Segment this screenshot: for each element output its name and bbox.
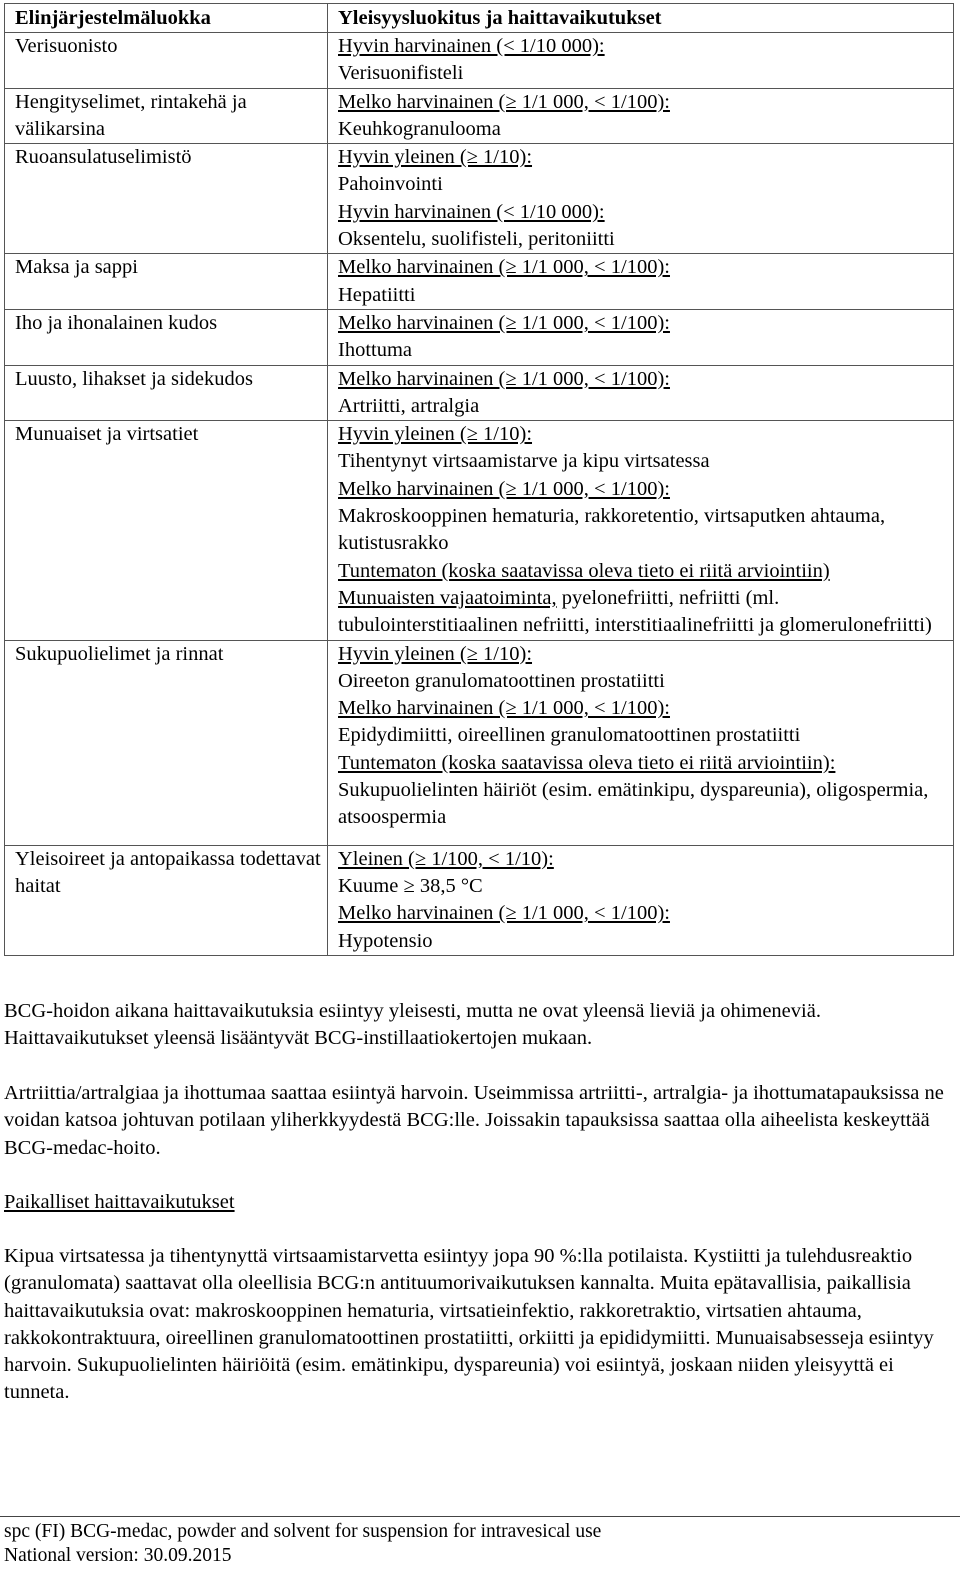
effect-text: Hepatiitti — [338, 283, 416, 306]
table-row — [5, 88, 954, 144]
effect-text: Oksentelu, suolifisteli, peritoniitti — [338, 228, 615, 251]
organ-class-cell: Munuaiset ja virtsatiet — [5, 421, 328, 640]
table-row — [5, 144, 954, 254]
effect-text: Sukupuolielinten häiriöt (esim. emätinkipu, dyspareunia), oligospermia, atsoospermia — [338, 779, 929, 829]
frequency-cell — [328, 421, 954, 640]
frequency-label: Melko harvinainen (≥ 1/1 000, < 1/100): — [338, 697, 670, 720]
frequency-cell — [328, 845, 954, 955]
frequency-cell — [328, 33, 954, 89]
footer-product-line: spc (FI) BCG-medac, powder and solvent for suspension for intravesical use — [4, 1521, 602, 1542]
frequency-label: Yleinen (≥ 1/100, < 1/10): — [338, 847, 554, 870]
frequency-label: Hyvin yleinen (≥ 1/10): — [338, 423, 533, 446]
table-row — [5, 309, 954, 365]
adverse-effects-table — [4, 3, 954, 956]
effect-text-underlined: Munuaisten vajaatoiminta, — [338, 586, 557, 609]
organ-class-cell: Maksa ja sappi — [5, 254, 328, 310]
footer-version-line: National version: 30.09.2015 — [4, 1545, 232, 1566]
effect-text: Hypotensio — [338, 929, 433, 952]
effect-text: Verisuonifisteli — [338, 62, 464, 85]
effect-text: Pahoinvointi — [338, 173, 443, 196]
frequency-label: Tuntematon (koska saatavissa oleva tieto ei riitä arviointiin): — [338, 751, 836, 774]
effect-text: Oireeton granulomatoottinen prostatiitti — [338, 669, 665, 692]
frequency-label: Hyvin harvinainen (< 1/10 000): — [338, 35, 605, 57]
paragraph-arthritis: Artriittia/artralgiaa ja ihottumaa saattaa esiintyä harvoin. Useimmissa artriitti-, artralgia- ja ihottumatapauksissa ne voidan katsoa johtuvan potilaan yliherkkyydestä BCG:lle. Joissakin tapauksissa saattaa olla aiheelista keskeyttää BCG-medac-hoito. — [4, 1082, 944, 1159]
table-row — [5, 421, 954, 640]
frequency-label: Melko harvinainen (≥ 1/1 000, < 1/100): — [338, 311, 670, 334]
header-frequency: Yleisyysluokitus ja haittavaikutukset — [328, 4, 954, 33]
effect-text: Ihottuma — [338, 339, 413, 362]
frequency-label: Melko harvinainen (≥ 1/1 000, < 1/100): — [338, 477, 670, 500]
table-body — [5, 4, 954, 956]
paragraph-general: BCG-hoidon aikana haittavaikutuksia esiintyy yleisesti, mutta ne ovat yleensä lieviä ja ohimeneviä. Haittavaikutukset yleensä lisääntyvät BCG-instillaatiokertojen mukaan. — [4, 1000, 821, 1050]
table-row — [5, 365, 954, 421]
table-row — [5, 845, 954, 955]
table-row — [5, 640, 954, 845]
table-header-row — [5, 4, 954, 33]
frequency-label: Tuntematon (koska saatavissa oleva tieto ei riitä arviointiin) — [338, 559, 830, 582]
frequency-cell — [328, 254, 954, 310]
effect-text-group — [338, 585, 947, 640]
table-row — [5, 254, 954, 310]
organ-class-cell: Verisuonisto — [5, 33, 328, 89]
effect-text: Artriitti, artralgia — [338, 394, 480, 417]
effect-text: Makroskooppinen hematuria, rakkoretentio, virtsaputken ahtauma, kutistusrakko — [338, 505, 886, 555]
frequency-cell — [328, 365, 954, 421]
frequency-cell — [328, 640, 954, 845]
frequency-label: Melko harvinainen (≥ 1/1 000, < 1/100): — [338, 90, 670, 113]
footer-divider — [0, 1516, 960, 1517]
organ-class-cell: Sukupuolielimet ja rinnat — [5, 640, 328, 845]
effect-text: Epidydimiitti, oireellinen granulomatoottinen prostatiitti — [338, 724, 801, 747]
frequency-cell — [328, 88, 954, 144]
frequency-label: Hyvin harvinainen (< 1/10 000): — [338, 200, 605, 223]
table-row — [5, 33, 954, 89]
effect-text: pyelonefriitti, nefriitti (ml. tubulointerstitiaalinen nefriitti, interstitiaalinefriitti ja glomerulonefriitti) — [338, 586, 932, 637]
frequency-label: Hyvin yleinen (≥ 1/10): — [338, 146, 533, 169]
organ-class-cell: Luusto, lihakset ja sidekudos — [5, 365, 328, 421]
frequency-label: Melko harvinainen (≥ 1/1 000, < 1/100): — [338, 367, 670, 390]
footer — [4, 1520, 601, 1568]
organ-class-cell: Yleisoireet ja antopaikassa todettavat haitat — [5, 845, 328, 955]
frequency-cell — [328, 144, 954, 254]
frequency-label: Melko harvinainen (≥ 1/1 000, < 1/100): — [338, 256, 670, 279]
organ-class-cell: Iho ja ihonalainen kudos — [5, 309, 328, 365]
effect-text: Keuhkogranulooma — [338, 117, 501, 140]
effect-text: Kuume ≥ 38,5 °C — [338, 874, 483, 897]
organ-class-cell: Ruoansulatuselimistö — [5, 144, 328, 254]
effect-text: Tihentynyt virtsaamistarve ja kipu virtsatessa — [338, 450, 710, 473]
header-organ-class: Elinjärjestelmäluokka — [5, 4, 328, 33]
frequency-cell — [328, 309, 954, 365]
frequency-label: Melko harvinainen (≥ 1/1 000, < 1/100): — [338, 902, 670, 925]
section-heading-local-effects: Paikalliset haittavaikutukset — [4, 1191, 235, 1213]
paragraph-local-effects: Kipua virtsatessa ja tihentynyttä virtsaamistarvetta esiintyy jopa 90 %:lla potilaista. Kystiitti ja tulehdusreaktio (granulomata) saattavat olla oleellisia BCG:n antituumorivaikutuksen kannalta. Muita epätavallisia, paikallisia haittavaikutuksia ovat: makroskooppinen hematuria, virtsatieinfektio, rakkoretraktio, virtsatien ahtauma, rakkokontraktuura, oireellinen granulomatoottinen prostatiitti, orkiitti ja epididymiitti. Munuaisabsesseja esiintyy harvoin. Sukupuolielinten häiriöitä (esim. emätinkipu, dyspareunia) voi esiintyä, joskaan niiden yleisyyttä ei tunneta. — [4, 1245, 934, 1404]
organ-class-cell: Hengityselimet, rintakehä ja välikarsina — [5, 88, 328, 144]
frequency-label: Hyvin yleinen (≥ 1/10): — [338, 642, 533, 665]
